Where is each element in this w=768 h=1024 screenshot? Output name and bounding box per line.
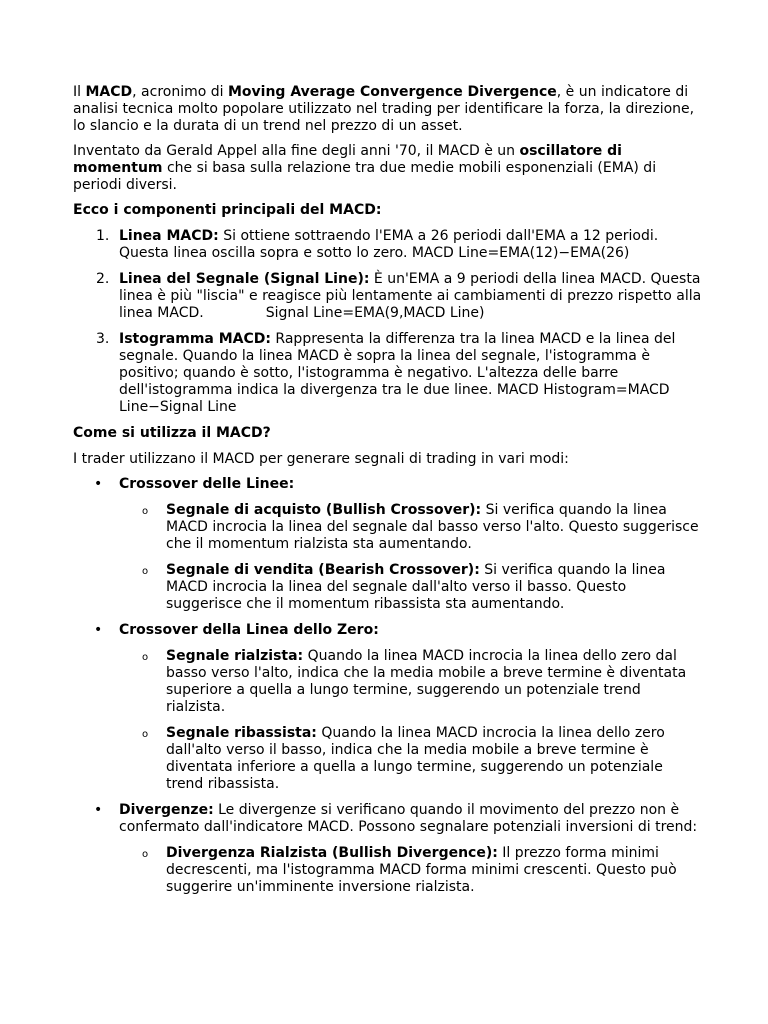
circle-bullet-icon: o [142,506,149,517]
subitem-text: Si verifica quando la linea MACD incrocia la linea del segnale dall'alto verso il basso. Questo suggerisce che il momentum ribassista sta aumentando. [166,562,666,612]
subitem-text: Quando la linea MACD incrocia la linea dello zero dall'alto verso il basso, indica che la media mobile a breve termine è diventata inferiore a quella a lungo termine, suggerendo un potenziale trend ribassista. [166,725,665,792]
intro-paragraph-2 [73,143,703,194]
circle-bullet-icon: o [142,849,149,860]
usage-sublist [119,648,703,793]
component-term: Istogramma MACD: [119,331,271,347]
usage-section-head [119,476,703,493]
subitem-text: Il prezzo forma minimi decrescenti, ma l'istogramma MACD forma minimi crescenti. Questo può suggerire un'imminente inversione rialzista. [166,845,677,895]
component-item [73,271,703,322]
usage-subitem [119,648,703,716]
bullet-icon: • [94,802,103,818]
usage-subitem [119,502,703,553]
circle-bullet-icon: o [142,652,149,663]
component-item [73,331,703,416]
component-term: Linea del Segnale (Signal Line): [119,271,370,287]
circle-bullet-icon: o [142,566,149,577]
bold-term: Moving Average Convergence Divergence [227,84,557,100]
usage-sublist [119,845,703,896]
usage-subitem [119,845,703,896]
subitem-term: Segnale di acquisto (Bullish Crossover): [166,502,482,518]
component-item [73,228,703,262]
usage-subitem [119,725,703,793]
subitem-text: Quando la linea MACD incrocia la linea dello zero dal basso verso l'alto, indica che la media mobile a breve termine è diventata superiore a quella a lungo termine, suggerendo un potenziale trend rialzista. [166,648,687,715]
usage-list [73,476,703,896]
components-heading: Ecco i componenti principali del MACD: [73,202,382,218]
bullet-icon: • [94,622,103,638]
component-text: È un'EMA a 9 periodi della linea MACD. Questa linea è più "liscia" e reagisce più lentamente ai cambiamenti di prezzo rispetto alla linea MACD. [119,271,702,321]
list-number: 1. [96,228,110,244]
usage-section-title: Crossover della Linea dello Zero: [119,622,379,638]
usage-heading: Come si utilizza il MACD? [73,425,271,441]
usage-section-title: Crossover delle Linee: [119,476,295,492]
component-term: Linea MACD: [119,228,219,244]
bullet-icon: • [94,476,103,492]
components-list [73,228,703,416]
list-number: 3. [96,331,110,347]
list-number: 2. [96,271,110,287]
text-run: che si basa sulla relazione tra due medie mobili esponenziali (EMA) di periodi diversi. [73,160,657,193]
intro-paragraph-1 [73,84,703,135]
component-formula: Signal Line=EMA(9,MACD Line) [265,305,485,321]
usage-intro: I trader utilizzano il MACD per generare segnali di trading in vari modi: [73,451,569,467]
usage-section-desc: Le divergenze si verificano quando il movimento del prezzo non è confermato dall'indicatore MACD. Possono segnalare potenziali inversioni di trend: [119,802,698,835]
circle-bullet-icon: o [142,729,149,740]
text-run: , acronimo di [132,84,228,100]
bold-term: MACD [85,84,133,100]
subitem-term: Segnale rialzista: [166,648,304,664]
subitem-term: Segnale di vendita (Bearish Crossover): [166,562,480,578]
document-page [73,84,703,905]
usage-section [73,622,703,793]
usage-section-head [119,622,703,639]
usage-section [73,802,703,896]
component-text: Rappresenta la differenza tra la linea MACD e la linea del segnale. Quando la linea MACD è sopra la linea del segnale, l'istogramma è positivo; quando è sotto, l'istogramma è negativo. L'altezza delle barre dell'istogramma indica la divergenza tra le due linee. MACD Histogram=MACD Line−Signal Line [119,331,676,415]
text-run: Il [73,84,86,100]
text-run: , è un indicatore di analisi tecnica molto popolare utilizzato nel trading per identificare la forza, la direzione, lo slancio e la durata di un trend nel prezzo di un asset. [73,84,695,134]
subitem-term: Divergenza Rialzista (Bullish Divergence): [166,845,498,861]
text-run: Inventato da Gerald Appel alla fine degli anni '70, il MACD è un [73,143,520,159]
subitem-term: Segnale ribassista: [166,725,317,741]
component-text: Si ottiene sottraendo l'EMA a 26 periodi dall'EMA a 12 periodi. Questa linea oscilla sopra e sotto lo zero. MACD Line=EMA(12)−EMA(26) [119,228,659,261]
usage-section-title: Divergenze: [119,802,214,818]
bold-term: oscillatore di momentum [73,143,622,176]
usage-sublist [119,502,703,613]
usage-section-head [119,802,703,836]
usage-section [73,476,703,613]
usage-subitem [119,562,703,613]
subitem-text: Si verifica quando la linea MACD incrocia la linea del segnale dal basso verso l'alto. Questo suggerisce che il momentum rialzista sta aumentando. [166,502,699,552]
